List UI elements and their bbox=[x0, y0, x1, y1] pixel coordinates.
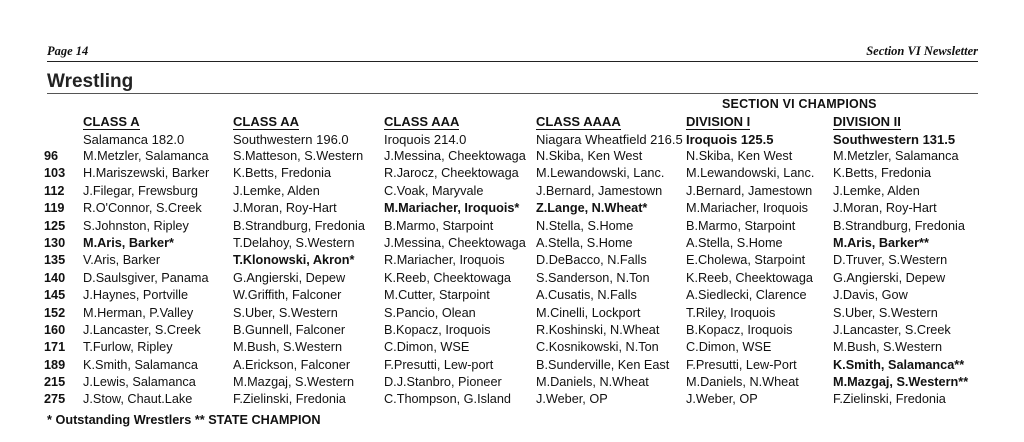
team-winner-row bbox=[0, 132, 1024, 148]
wrestler-cell: M.Cutter, Starpoint bbox=[384, 288, 490, 303]
table-row bbox=[0, 149, 1024, 166]
wrestler-cell: R.Jarocz, Cheektowaga bbox=[384, 166, 519, 181]
wrestler-cell: B.Marmo, Starpoint bbox=[686, 218, 796, 233]
wrestler-cell: C.Kosnikowski, N.Ton bbox=[536, 340, 659, 355]
table-row bbox=[0, 323, 1024, 340]
wrestler-cell: S.Uber, S.Western bbox=[233, 305, 338, 320]
table-row bbox=[0, 306, 1024, 323]
wrestler-cell: V.Aris, Barker bbox=[83, 253, 161, 268]
table-row bbox=[0, 253, 1024, 270]
wrestler-cell: C.Dimon, WSE bbox=[686, 340, 772, 355]
wrestler-cell: S.Pancio, Olean bbox=[384, 305, 476, 320]
wrestler-cell: F.Zielinski, Fredonia bbox=[833, 392, 946, 407]
wrestler-cell: T.Riley, Iroquois bbox=[686, 305, 776, 320]
team-winner: Iroquois 214.0 bbox=[384, 132, 467, 147]
header-rule bbox=[47, 61, 978, 62]
table-row bbox=[0, 358, 1024, 375]
wrestler-cell: D.Truver, S.Western bbox=[833, 253, 948, 268]
wrestler-cell: J.Davis, Gow bbox=[833, 288, 908, 303]
wrestler-cell: B.Sunderville, Ken East bbox=[536, 357, 670, 372]
wrestler-cell: J.Lemke, Alden bbox=[233, 183, 320, 198]
wrestler-cell: K.Betts, Fredonia bbox=[833, 166, 932, 181]
wrestler-cell: G.Angierski, Depew bbox=[833, 270, 946, 285]
wrestler-cell: J.Stow, Chaut.Lake bbox=[83, 392, 193, 407]
wrestler-cell: J.Lemke, Alden bbox=[833, 183, 920, 198]
wrestler-cell: J.Weber, OP bbox=[536, 392, 608, 407]
team-winner: Southwestern 131.5 bbox=[833, 132, 956, 147]
table-row bbox=[0, 166, 1024, 183]
wrestler-cell: J.Messina, Cheektowaga bbox=[384, 149, 526, 163]
team-winner: Niagara Wheatfield 216.5 bbox=[536, 132, 683, 147]
champions-heading: SECTION VI CHAMPIONS bbox=[722, 97, 877, 111]
wrestler-cell: N.Skiba, Ken West bbox=[536, 149, 643, 163]
wrestler-cell: K.Smith, Salamanca bbox=[83, 357, 198, 372]
table-row bbox=[0, 375, 1024, 392]
wrestler-cell: M.Aris, Barker** bbox=[833, 235, 929, 250]
newsletter-title: Section VI Newsletter bbox=[866, 44, 978, 58]
wrestler-cell: N.Skiba, Ken West bbox=[686, 149, 793, 163]
weight-class: 275 bbox=[44, 392, 66, 407]
wrestler-cell: B.Strandburg, Fredonia bbox=[233, 218, 365, 233]
wrestler-cell: M.Bush, S.Western bbox=[833, 340, 943, 355]
table-row bbox=[0, 288, 1024, 305]
weight-class: 215 bbox=[44, 375, 66, 390]
wrestler-cell: M.Bush, S.Western bbox=[233, 340, 343, 355]
wrestler-cell: F.Presutti, Lew-Port bbox=[686, 357, 797, 372]
wrestler-cell: T.Furlow, Ripley bbox=[83, 340, 173, 355]
wrestler-cell: M.Daniels, N.Wheat bbox=[536, 375, 649, 390]
wrestler-cell: E.Cholewa, Starpoint bbox=[686, 253, 806, 268]
wrestler-cell: R.O'Connor, S.Creek bbox=[83, 201, 202, 216]
results-table bbox=[0, 149, 1024, 410]
weight-class: 96 bbox=[44, 149, 59, 163]
wrestler-cell: M.Lewandowski, Lanc. bbox=[536, 166, 665, 181]
footnote: * Outstanding Wrestlers ** STATE CHAMPION bbox=[47, 413, 321, 427]
wrestler-cell: K.Reeb, Cheektowaga bbox=[686, 270, 813, 285]
weight-class: 125 bbox=[44, 218, 66, 233]
wrestler-cell: S.Johnston, Ripley bbox=[83, 218, 189, 233]
wrestler-cell: J.Bernard, Jamestown bbox=[536, 183, 663, 198]
class-header: DIVISION II bbox=[833, 114, 901, 129]
wrestler-cell: R.Mariacher, Iroquois bbox=[384, 253, 505, 268]
wrestler-cell: B.Kopacz, Iroquois bbox=[384, 322, 491, 337]
class-header: CLASS A bbox=[83, 114, 140, 129]
wrestler-cell: A.Stella, S.Home bbox=[686, 235, 783, 250]
wrestler-cell: B.Strandburg, Fredonia bbox=[833, 218, 965, 233]
weight-class: 103 bbox=[44, 166, 66, 181]
wrestler-cell: M.Metzler, Salamanca bbox=[83, 149, 209, 163]
weight-class: 112 bbox=[44, 183, 65, 198]
weight-class: 135 bbox=[44, 253, 66, 268]
wrestler-cell: S.Uber, S.Western bbox=[833, 305, 938, 320]
page-number: Page 14 bbox=[47, 44, 89, 58]
wrestler-cell: K.Smith, Salamanca** bbox=[833, 357, 965, 372]
section-title: Wrestling bbox=[47, 71, 134, 92]
table-row bbox=[0, 236, 1024, 253]
wrestler-cell: J.Moran, Roy-Hart bbox=[833, 201, 937, 216]
wrestler-cell: F.Zielinski, Fredonia bbox=[233, 392, 346, 407]
wrestler-cell: M.Herman, P.Valley bbox=[83, 305, 194, 320]
wrestler-cell: B.Kopacz, Iroquois bbox=[686, 322, 793, 337]
class-header: DIVISION I bbox=[686, 114, 751, 129]
wrestler-cell: G.Angierski, Depew bbox=[233, 270, 346, 285]
wrestler-cell: T.Delahoy, S.Western bbox=[233, 235, 355, 250]
wrestler-cell: H.Mariszewski, Barker bbox=[83, 166, 210, 181]
wrestler-cell: C.Thompson, G.Island bbox=[384, 392, 511, 407]
wrestler-cell: S.Matteson, S.Western bbox=[233, 149, 364, 163]
weight-class: 152 bbox=[44, 305, 66, 320]
wrestler-cell: C.Dimon, WSE bbox=[384, 340, 470, 355]
wrestler-cell: A.Erickson, Falconer bbox=[233, 357, 351, 372]
wrestler-cell: Z.Lange, N.Wheat* bbox=[536, 201, 648, 216]
wrestler-cell: K.Betts, Fredonia bbox=[233, 166, 332, 181]
weight-class: 189 bbox=[44, 357, 66, 372]
table-row bbox=[0, 184, 1024, 201]
class-header-row bbox=[0, 114, 1024, 130]
wrestler-cell: C.Voak, Maryvale bbox=[384, 183, 484, 198]
wrestler-cell: R.Koshinski, N.Wheat bbox=[536, 322, 660, 337]
wrestler-cell: M.Aris, Barker* bbox=[83, 235, 174, 250]
team-winner: Southwestern 196.0 bbox=[233, 132, 349, 147]
table-row bbox=[0, 219, 1024, 236]
wrestler-cell: J.Bernard, Jamestown bbox=[686, 183, 813, 198]
team-winner: Salamanca 182.0 bbox=[83, 132, 185, 147]
wrestler-cell: A.Cusatis, N.Falls bbox=[536, 288, 637, 303]
wrestler-cell: M.Metzler, Salamanca bbox=[833, 149, 959, 163]
wrestler-cell: J.Moran, Roy-Hart bbox=[233, 201, 337, 216]
weight-class: 160 bbox=[44, 322, 66, 337]
wrestler-cell: J.Lancaster, S.Creek bbox=[83, 322, 201, 337]
table-row bbox=[0, 271, 1024, 288]
weight-class: 140 bbox=[44, 270, 66, 285]
wrestler-cell: K.Reeb, Cheektowaga bbox=[384, 270, 511, 285]
team-winner: Iroquois 125.5 bbox=[686, 132, 774, 147]
table-row bbox=[0, 392, 1024, 409]
weight-class: 145 bbox=[44, 288, 66, 303]
wrestler-cell: J.Haynes, Portville bbox=[83, 288, 189, 303]
wrestler-cell: A.Siedlecki, Clarence bbox=[686, 288, 807, 303]
wrestler-cell: M.Mazgaj, S.Western** bbox=[833, 375, 969, 390]
weight-class: 130 bbox=[44, 235, 66, 250]
table-row bbox=[0, 201, 1024, 218]
wrestler-cell: J.Lewis, Salamanca bbox=[83, 375, 196, 390]
wrestler-cell: A.Stella, S.Home bbox=[536, 235, 633, 250]
wrestler-cell: M.Lewandowski, Lanc. bbox=[686, 166, 815, 181]
wrestler-cell: J.Filegar, Frewsburg bbox=[83, 183, 198, 198]
section-rule bbox=[47, 93, 978, 94]
wrestler-cell: S.Sanderson, N.Ton bbox=[536, 270, 650, 285]
wrestler-cell: B.Marmo, Starpoint bbox=[384, 218, 494, 233]
wrestler-cell: M.Cinelli, Lockport bbox=[536, 305, 641, 320]
wrestler-cell: M.Mariacher, Iroquois bbox=[686, 201, 808, 216]
class-header: CLASS AAAA bbox=[536, 114, 621, 129]
weight-class: 171 bbox=[44, 340, 66, 355]
wrestler-cell: M.Mariacher, Iroquois* bbox=[384, 201, 520, 216]
table-row bbox=[0, 340, 1024, 357]
wrestler-cell: J.Weber, OP bbox=[686, 392, 758, 407]
wrestler-cell: M.Mazgaj, S.Western bbox=[233, 375, 355, 390]
wrestler-cell: B.Gunnell, Falconer bbox=[233, 322, 346, 337]
class-header: CLASS AA bbox=[233, 114, 299, 129]
wrestler-cell: J.Messina, Cheektowaga bbox=[384, 235, 526, 250]
wrestler-cell: D.DeBacco, N.Falls bbox=[536, 253, 647, 268]
wrestler-cell: J.Lancaster, S.Creek bbox=[833, 322, 951, 337]
weight-class: 119 bbox=[44, 201, 65, 216]
wrestler-cell: F.Presutti, Lew-port bbox=[384, 357, 494, 372]
class-header: CLASS AAA bbox=[384, 114, 460, 129]
wrestler-cell: N.Stella, S.Home bbox=[536, 218, 634, 233]
wrestler-cell: D.Saulsgiver, Panama bbox=[83, 270, 209, 285]
wrestler-cell: W.Griffith, Falconer bbox=[233, 288, 342, 303]
wrestler-cell: T.Klonowski, Akron* bbox=[233, 253, 355, 268]
wrestler-cell: D.J.Stanbro, Pioneer bbox=[384, 375, 502, 390]
wrestler-cell: M.Daniels, N.Wheat bbox=[686, 375, 799, 390]
